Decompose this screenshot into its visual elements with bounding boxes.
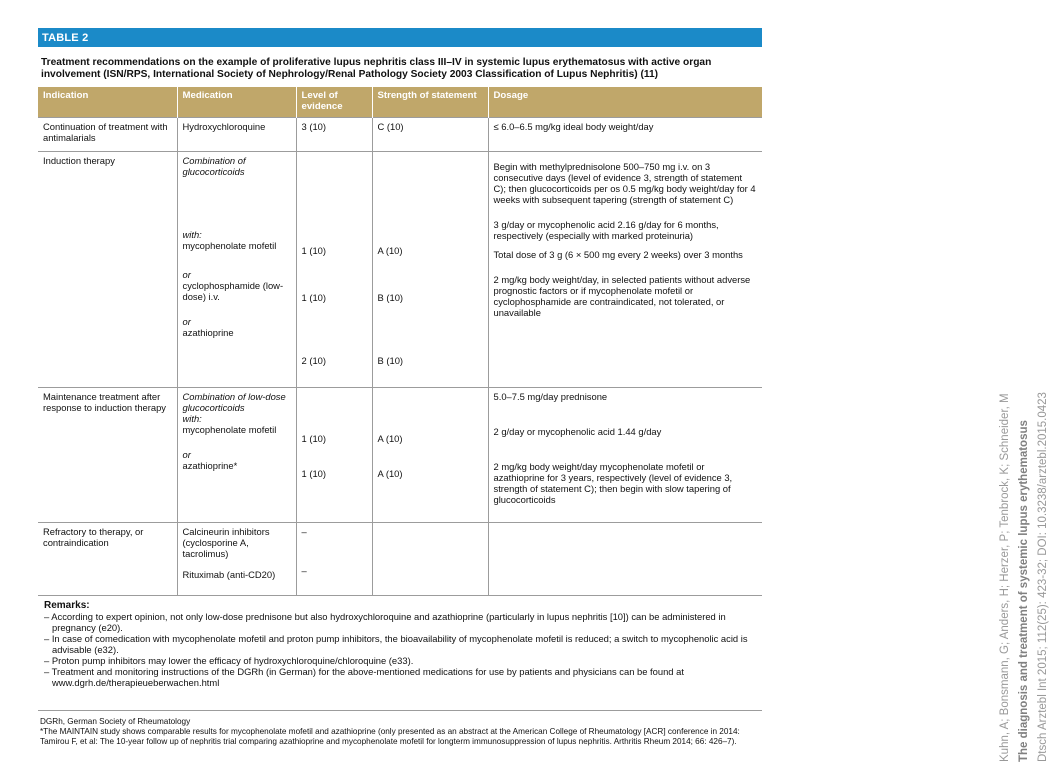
cell-strength: C (10)	[372, 118, 488, 152]
table-caption: Treatment recommendations on the example of proliferative lupus nephritis class III–IV in systemic lupus erythematosus with active organ involvement (ISN/RPS, International Society of Nephrology/Renal Pathology Society 2003 Classification of Lupus Nephritis) (11)	[41, 57, 712, 80]
remark-item: – Treatment and monitoring instructions of the DGRh (in German) for the above-mentioned medications for use by patients and physicians can be found at www.dgrh.de/therapieueberwachen.html	[44, 665, 684, 688]
cell-level	[296, 388, 372, 523]
cell-indication: Refractory to therapy, or contraindication	[38, 523, 177, 595]
dosage-text: Begin with methylprednisolone 500–750 mg i.v. on 3 consecutive days (level of evidence 3, strength of statement C); then glucocorticoids per os 0.5 mg/kg body weight/day for 4 weeks with subsequent tapering (strength of statement C)	[493, 161, 756, 205]
medication-item: Calcineurin inhibitors (cyclosporine A, tacrolimus)	[182, 526, 270, 559]
medication-item: cyclophosphamide (low-dose) i.v.	[182, 280, 284, 302]
footnote-abbreviation: DGRh, German Society of Rheumatology	[40, 716, 191, 726]
footnote-star: *The MAINTAIN study shows comparable results for mycophenolate mofetil and azathioprine (only presented as an abstract at the American College of Rheumatology [ACR] conference in 2014: Tamirou F, et al: The 10-year follow up of nephritis trial comparing azathioprine and mycophenolate mofetil for longterm immunosuppression of lupus nephritis. Arthritis Rheum 2014; 66: 426–7).	[40, 726, 740, 746]
cell-dosage	[488, 388, 762, 523]
cell-indication: Maintenance treatment after response to induction therapy	[38, 388, 177, 523]
table-row	[38, 152, 762, 388]
table-number-label: TABLE 2	[38, 28, 762, 47]
col-header-dosage: Dosage	[488, 87, 762, 118]
or-label: or	[182, 449, 191, 460]
level-value: –	[301, 565, 307, 576]
remark-item: – In case of comedication with mycophenolate mofetil and proton pump inhibitors, the bioavailability of mycophenolate mofetil is reduced; a switch to mycophenolic acid is advisable (e32).	[44, 632, 748, 655]
dosage-text: 2 g/day or mycophenolic acid 1.44 g/day	[493, 426, 662, 437]
side-citation	[996, 322, 1053, 762]
level-value: 1 (10)	[301, 468, 326, 479]
or-label: or	[182, 316, 191, 327]
citation-title: The diagnosis and treatment of systemic lupus erythematosus	[1018, 420, 1030, 762]
table-row	[38, 118, 762, 152]
medication-item: azathioprine*	[182, 460, 238, 471]
strength-value: B (10)	[377, 355, 404, 366]
cell-indication: Induction therapy	[38, 152, 177, 388]
table-row	[38, 388, 762, 523]
table-row	[38, 523, 762, 595]
remarks-title: Remarks:	[44, 599, 90, 611]
col-header-indication: Indication	[38, 87, 177, 118]
cell-medication	[177, 523, 296, 595]
cell-dosage	[488, 523, 762, 595]
table-header-row	[38, 87, 762, 118]
citation-source: Dtsch Arztebl Int 2015; 112(25): 423-32; DOI: 10.3238/arztebl.2015.0423	[1037, 392, 1049, 762]
citation-authors: Kuhn, A; Bonsmann, G; Anders, H; Herzer, P; Tenbrock, K; Schneider, M	[999, 393, 1011, 762]
cell-strength	[372, 152, 488, 388]
medication-combination: Combination of low-dose glucocorticoids	[182, 391, 286, 413]
cell-medication	[177, 152, 296, 388]
dosage-text: 2 mg/kg body weight/day mycophenolate mofetil or azathioprine for 3 years, respectively (level of evidence 3, strength of statement C); then begin with slow tapering of glucocorticoids	[493, 461, 733, 505]
medication-combination: Combination of glucocorticoids	[182, 155, 246, 177]
with-label: with:	[182, 229, 202, 240]
remark-item: – According to expert opinion, not only low-dose prednisone but also hydroxychloroquine and azathioprine (particularly in lupus nephritis [10]) can be administered in pregnancy (e20).	[44, 610, 726, 633]
level-value: –	[301, 526, 307, 537]
medication-item: mycophenolate mofetil	[182, 240, 277, 251]
cell-dosage	[488, 152, 762, 388]
footnotes	[38, 711, 762, 747]
cell-indication: Continuation of treatment with antimalarials	[38, 118, 177, 152]
cell-medication	[177, 388, 296, 523]
cell-strength	[372, 523, 488, 595]
medication-item: azathioprine	[182, 327, 234, 338]
dosage-text: 2 mg/kg body weight/day, in selected patients without adverse prognostic factors or if mycophenolate mofetil or cyclophosphamide are contraindicated, not tolerated, or unavailable	[493, 274, 751, 318]
or-label: or	[182, 269, 191, 280]
strength-value: A (10)	[377, 245, 403, 256]
col-header-medication: Medication	[177, 87, 296, 118]
cell-level	[296, 523, 372, 595]
dosage-text: 5.0–7.5 mg/day prednisone	[493, 391, 608, 402]
with-label: with:	[182, 413, 202, 424]
treatment-table	[38, 87, 762, 595]
strength-value: B (10)	[377, 292, 404, 303]
dosage-text: Total dose of 3 g (6 × 500 mg every 2 weeks) over 3 months	[493, 249, 743, 260]
cell-strength	[372, 388, 488, 523]
cell-level	[296, 152, 372, 388]
level-value: 1 (10)	[301, 292, 326, 303]
dosage-text: 3 g/day or mycophenolic acid 2.16 g/day for 6 months, respectively (especially with marked proteinuria)	[493, 219, 719, 241]
cell-medication: Hydroxychloroquine	[177, 118, 296, 152]
level-value: 1 (10)	[301, 433, 326, 444]
document-page	[38, 28, 762, 758]
col-header-level: Level of evidence	[296, 87, 372, 118]
level-value: 2 (10)	[301, 355, 326, 366]
level-value: 1 (10)	[301, 245, 326, 256]
cell-level: 3 (10)	[296, 118, 372, 152]
col-header-strength: Strength of statement	[372, 87, 488, 118]
remarks-box	[38, 595, 762, 711]
cell-dosage: ≤ 6.0–6.5 mg/kg ideal body weight/day	[488, 118, 762, 152]
remark-item: – Proton pump inhibitors may lower the efficacy of hydroxychloroquine/chloroquine (e33).	[44, 654, 414, 666]
strength-value: A (10)	[377, 433, 403, 444]
medication-item: mycophenolate mofetil	[182, 424, 277, 435]
strength-value: A (10)	[377, 468, 403, 479]
medication-item: Rituximab (anti-CD20)	[182, 569, 276, 580]
